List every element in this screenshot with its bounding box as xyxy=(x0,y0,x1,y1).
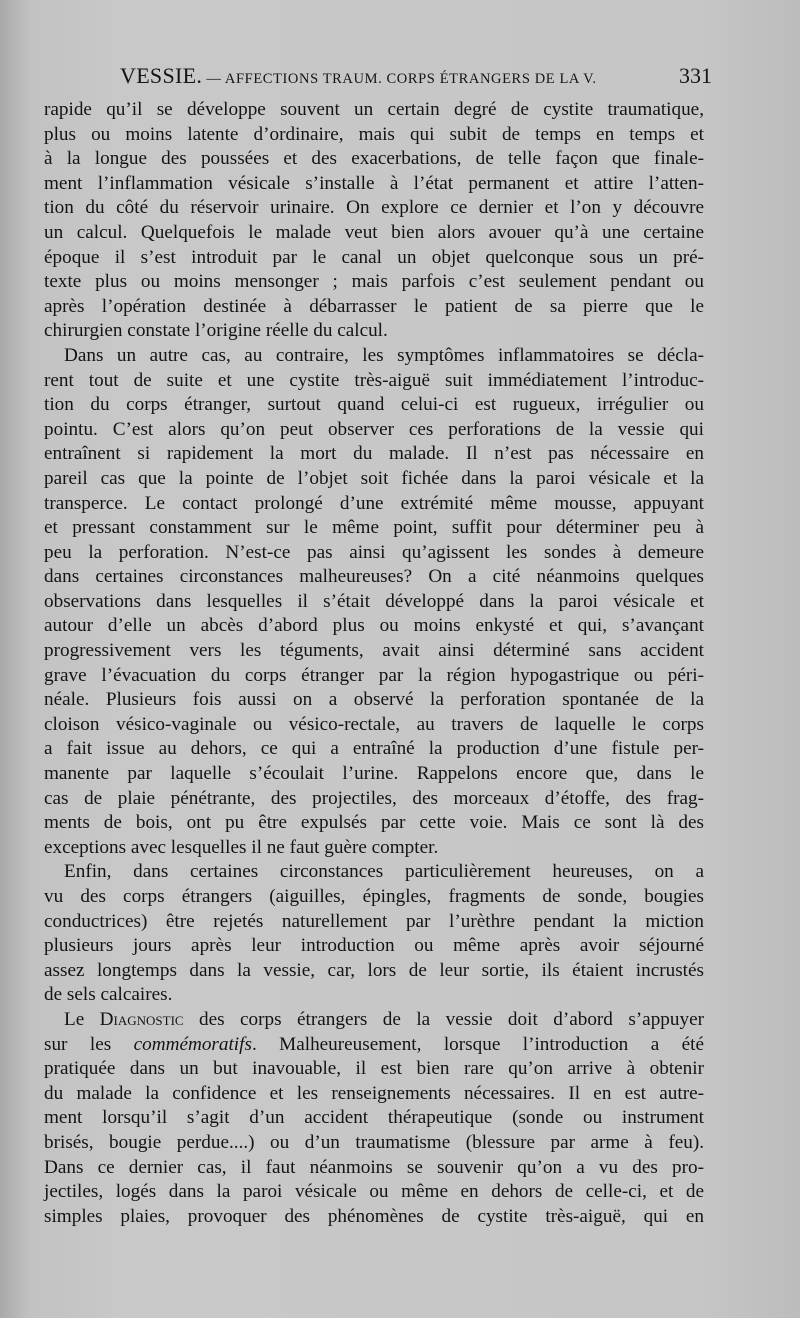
diagnostic-word: Diagnostic xyxy=(99,1008,184,1030)
text-line: observations dans lesquelles il s’était développé dans la paroi vésicale et xyxy=(44,590,704,612)
text-line: à la longue des poussées et des exacerbations, de telle façon que finale- xyxy=(44,148,704,170)
text-line: progressivement vers les téguments, avait ainsi déterminé sans accident xyxy=(44,640,704,662)
text-line: simples plaies, provoquer des phénomènes de cystite très-aiguë, qui en xyxy=(44,1205,704,1227)
text-line: a fait issue au dehors, ce qui a entraîné la production d’une fistule per- xyxy=(44,738,704,760)
text-line: entraînent si rapidement la mort du malade. Il n’est pas nécessaire en xyxy=(44,443,704,465)
text-line: de sels calcaires. xyxy=(44,984,173,1006)
text-line: peu la perforation. N’est-ce pas ainsi qu’agissent les sondes à demeure xyxy=(44,541,704,563)
page-number: 331 xyxy=(679,63,712,88)
running-title xyxy=(120,63,597,89)
text-line: ment lorsqu’il s’agit d’un accident thérapeutique (sonde ou instrument xyxy=(44,1107,704,1129)
text-line: pratiquée dans un but inavouable, il est bien rare qu’on arrive à obtenir xyxy=(44,1058,704,1080)
text-line: un calcul. Quelquefois le malade veut bien alors avouer qu’à une certaine xyxy=(44,221,704,243)
text-line: plusieurs jours après leur introduction ou même après avoir séjourné xyxy=(44,935,704,957)
running-header xyxy=(120,63,712,91)
text-line: conductrices) être rejetés naturellement par l’urèthre pendant la miction xyxy=(44,910,704,932)
text-line: Dans ce dernier cas, il faut néanmoins se souvenir qu’on a vu des pro- xyxy=(44,1156,704,1178)
text-line: tion du corps étranger, surtout quand celui-ci est rugueux, irrégulier ou xyxy=(44,394,704,416)
text-line: après l’opération destinée à débarrasser le patient de sa pierre que le xyxy=(44,295,704,317)
running-title-sub: — AFFECTIONS TRAUM. CORPS ÉTRANGERS DE LA V. xyxy=(202,71,597,87)
text-line: ment l’inflammation vésicale s’installe à l’état permanent et attire l’atten- xyxy=(44,172,704,194)
text-line: ments de bois, ont pu être expulsés par cette voie. Mais ce sont là des xyxy=(44,812,704,834)
running-title-main: VESSIE. xyxy=(120,63,203,88)
text-line: assez longtemps dans la vessie, car, lors de leur sortie, ils étaient incrustés xyxy=(44,959,704,981)
text-line: tion du côté du réservoir urinaire. On explore ce dernier et l’on y découvre xyxy=(44,197,704,219)
text-line: plus ou moins latente d’ordinaire, mais qui subit de temps en temps et xyxy=(44,123,704,145)
text-line: jectiles, logés dans la paroi vésicale ou même en dehors de celle-ci, et de xyxy=(44,1181,704,1203)
text-line: Enfin, dans certaines circonstances particulièrement heureuses, on a xyxy=(64,861,704,883)
commemoratifs-rest: . Malheureusement, lorsque l’introduction a été xyxy=(251,1033,705,1055)
text-line: brisés, bougie perdue....) ou d’un traumatisme (blessure par arme à feu). xyxy=(44,1131,704,1153)
text-line: dans certaines circonstances malheureuses? On a cité néanmoins quelques xyxy=(44,566,704,588)
text-line: autour d’elle un abcès d’abord plus ou moins enkysté et qui, s’avançant xyxy=(44,615,704,637)
text-line: exceptions avec lesquelles il ne faut guère compter. xyxy=(44,836,439,858)
text-line: pareil cas que la pointe de l’objet soit fichée dans la paroi vésicale et la xyxy=(44,467,704,489)
text-line: rapide qu’il se développe souvent un certain degré de cystite traumatique, xyxy=(44,99,704,120)
text-line: néale. Plusieurs fois aussi on a observé la perforation spontanée de la xyxy=(44,689,704,711)
text-line: vu des corps étrangers (aiguilles, épingles, fragments de sonde, bougies xyxy=(44,886,704,907)
text-line: pointu. C’est alors qu’on peut observer ces perforations de la vessie qui xyxy=(44,418,704,440)
text-line: Dans un autre cas, au contraire, les symptômes inflammatoires se décla- xyxy=(64,344,704,366)
text-line-commemoratifs xyxy=(44,1033,704,1058)
text-line: époque il s’est introduit par le canal un objet quelconque sous un pré- xyxy=(44,246,704,268)
text-line: cas de plaie pénétrante, des projectiles, des morceaux d’étoffe, des frag- xyxy=(44,787,704,809)
text-line: et pressant constamment sur le même point, suffit pour déterminer peu à xyxy=(44,517,704,539)
commemoratifs-word: commémoratifs xyxy=(133,1033,252,1055)
text-line: manente par laquelle s’écoulait l’urine. Rappelons encore que, dans le xyxy=(44,763,704,785)
text-line: grave l’évacuation du corps étranger par la région hypogastrique ou péri- xyxy=(44,664,704,686)
diagnostic-rest: des corps étrangers de la vessie doit d’abord s’appuyer xyxy=(199,1008,704,1030)
text-line: cloison vésico-vaginale ou vésico-rectale, au travers de laquelle le corps xyxy=(44,713,704,735)
text-line-diagnostic xyxy=(44,1008,704,1033)
text-line: chirurgien constate l’origine réelle du calcul. xyxy=(44,320,388,342)
text-line: rent tout de suite et une cystite très-aiguë suit immédiatement l’introduc- xyxy=(44,369,704,391)
diagnostic-prefix: Le xyxy=(64,1008,100,1030)
text-line: texte plus ou moins mensonger ; mais parfois c’est seulement pendant ou xyxy=(44,271,704,293)
text-line: transperce. Le contact prolongé d’une extrémité même mousse, appuyant xyxy=(44,492,704,514)
text-line: du malade la confidence et les renseignements nécessaires. Il en est autre- xyxy=(44,1082,704,1104)
commemoratifs-prefix: sur les xyxy=(44,1033,134,1055)
body-text xyxy=(44,98,704,1229)
